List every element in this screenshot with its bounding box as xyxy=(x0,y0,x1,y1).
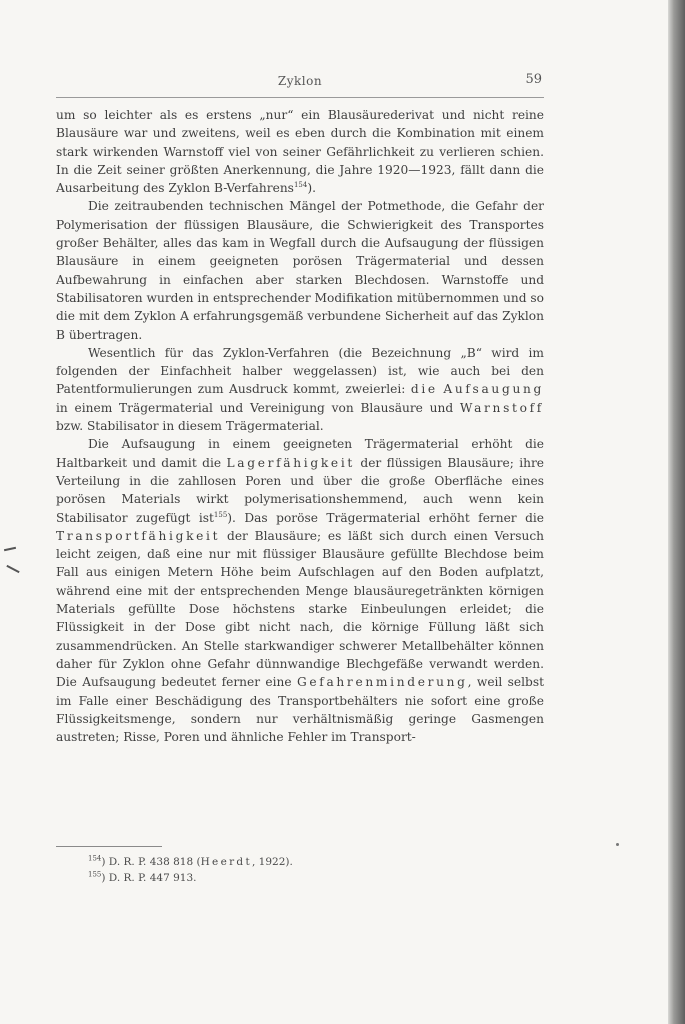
margin-mark xyxy=(6,565,19,573)
emphasis-aufsaugung: Aufsaugung xyxy=(443,382,545,397)
paragraph-3-text-b: in einem Trägermaterial und Vereinigung von Blausäure und xyxy=(56,400,454,415)
emphasis-warnstoff: Warnstoff xyxy=(459,400,544,415)
paragraph-1-text: um so leichter als es erstens „nur“ ein Blausäurederivat und nicht reine Blausäure war und zweitens, weil es eben durch die Kombination mit einem stark wirkenden Warnstoff viel von seiner Gefährlichkeit zu verlieren schien. In die Zeit seiner größten Anerkennung, die Jahre 1920—1923, fällt dann die Ausarbeitung des Zyklon B-Verfahrens xyxy=(56,108,544,196)
margin-mark xyxy=(4,547,16,551)
paragraph-4-text-d: der Blausäure; es läßt sich durch einen Versuch leicht zeigen, daß eine nur mit flüssiger Blausäure gefüllte Blechdose beim Fall aus einigen Metern Höhe beim Aufschlagen auf den Boden aufplatzt, während eine mit der entsprechenden Menge blausäuregetränkten körnigen Materials gefüllte Dose höchstens starke Einbeulungen erleidet; die Flüssigkeit in der Dose gibt nicht nach, die körnige Füllung läßt sich zusammendrücken. An Stelle starkwandiger schwerer Metallbehälter können daher für Zyklon ohne Gefahr dünnwandige Blechgefäße verwandt werden. Die Aufsaugung bedeutet ferner eine xyxy=(56,528,544,690)
footnote-number: 155 xyxy=(88,870,102,879)
body-text xyxy=(56,106,544,746)
footnote-ref-154: 154 xyxy=(293,181,308,190)
footnote-154 xyxy=(88,854,538,870)
emphasis-transportfaehigkeit: Transportfähigkeit xyxy=(56,528,221,543)
paragraph-3-text-c: bzw. Stabilisator in diesem Trägermaterial. xyxy=(56,419,324,434)
paragraph-4-text-b: der flüssigen Blausäure; ihre Verteilung in die zahllosen Poren und über die große Oberfläche eines porösen Materials wirkt polymerisationshemmend, auch wenn kein Stabilisator zugefügt ist xyxy=(56,455,545,525)
paragraph-1 xyxy=(56,106,544,197)
footnote-155 xyxy=(88,870,538,886)
footnote-text: ) D. R. P. 438 818 ( xyxy=(101,856,201,868)
footnote-text: ) D. R. P. 447 913. xyxy=(101,872,197,884)
paragraph-3-text-a: Wesentlich für das Zyklon-Verfahren (die Bezeichnung „B“ wird im folgenden der Einfachheit halber weggelassen) ist, wie auch bei den Patentformulierungen zum Ausdruck kommt, zweierlei: xyxy=(56,345,544,397)
running-title: Zyklon xyxy=(277,74,323,88)
emphasis-lagerfaehigkeit: Lagerfähigkeit xyxy=(226,455,355,470)
footnotes xyxy=(88,854,538,886)
margin-dot xyxy=(616,843,619,846)
footnote-number: 154 xyxy=(88,854,102,863)
paragraph-4 xyxy=(56,435,544,746)
paragraph-4-text-c: ). Das poröse Trägermaterial erhöht ferner die xyxy=(227,510,544,525)
emphasis-die: die xyxy=(410,382,438,397)
page-edge-shadow xyxy=(668,0,685,1024)
footnote-ref-155: 155 xyxy=(213,510,228,519)
paragraph-1-end: ). xyxy=(307,181,316,196)
footnote-author: Heerdt xyxy=(200,856,252,868)
emphasis-gefahrenminderung: Gefahrenminderung xyxy=(296,675,468,690)
footnote-rule xyxy=(56,846,162,847)
running-header xyxy=(56,74,544,92)
paragraph-3 xyxy=(56,344,544,435)
page-number: 59 xyxy=(525,72,542,87)
paragraph-4-text-e: , weil selbst im Falle einer Beschädigung des Transportbehälters nie sofort eine große Flüssigkeitsmenge, sondern nur verhältnismäßig geringe Gasmengen austreten; Risse, Poren und ähnliche Fehler im Transport- xyxy=(56,675,544,745)
paragraph-4-text-a: Die Aufsaugung in einem geeigneten Trägermaterial erhöht die Haltbarkeit und damit die xyxy=(56,437,544,470)
paragraph-2: Die zeitraubenden technischen Mängel der Potmethode, die Gefahr der Polymerisation der flüssigen Blausäure, die Schwierigkeit des Transportes großer Behälter, alles das kam in Wegfall durch die Aufsaugung der flüssigen Blausäure in einem geeigneten porösen Trägermaterial und dessen Aufbewahrung in einfachen aber starken Blechdosen. Warnstoffe und Stabilisatoren wurden in entsprechender Modifikation mitübernommen und so die mit dem Zyklon A erfahrungsgemäß verbundene Sicherheit auf das Zyklon B übertragen. xyxy=(56,199,544,342)
footnote-text-end: , 1922). xyxy=(251,856,293,868)
header-rule xyxy=(56,97,544,98)
